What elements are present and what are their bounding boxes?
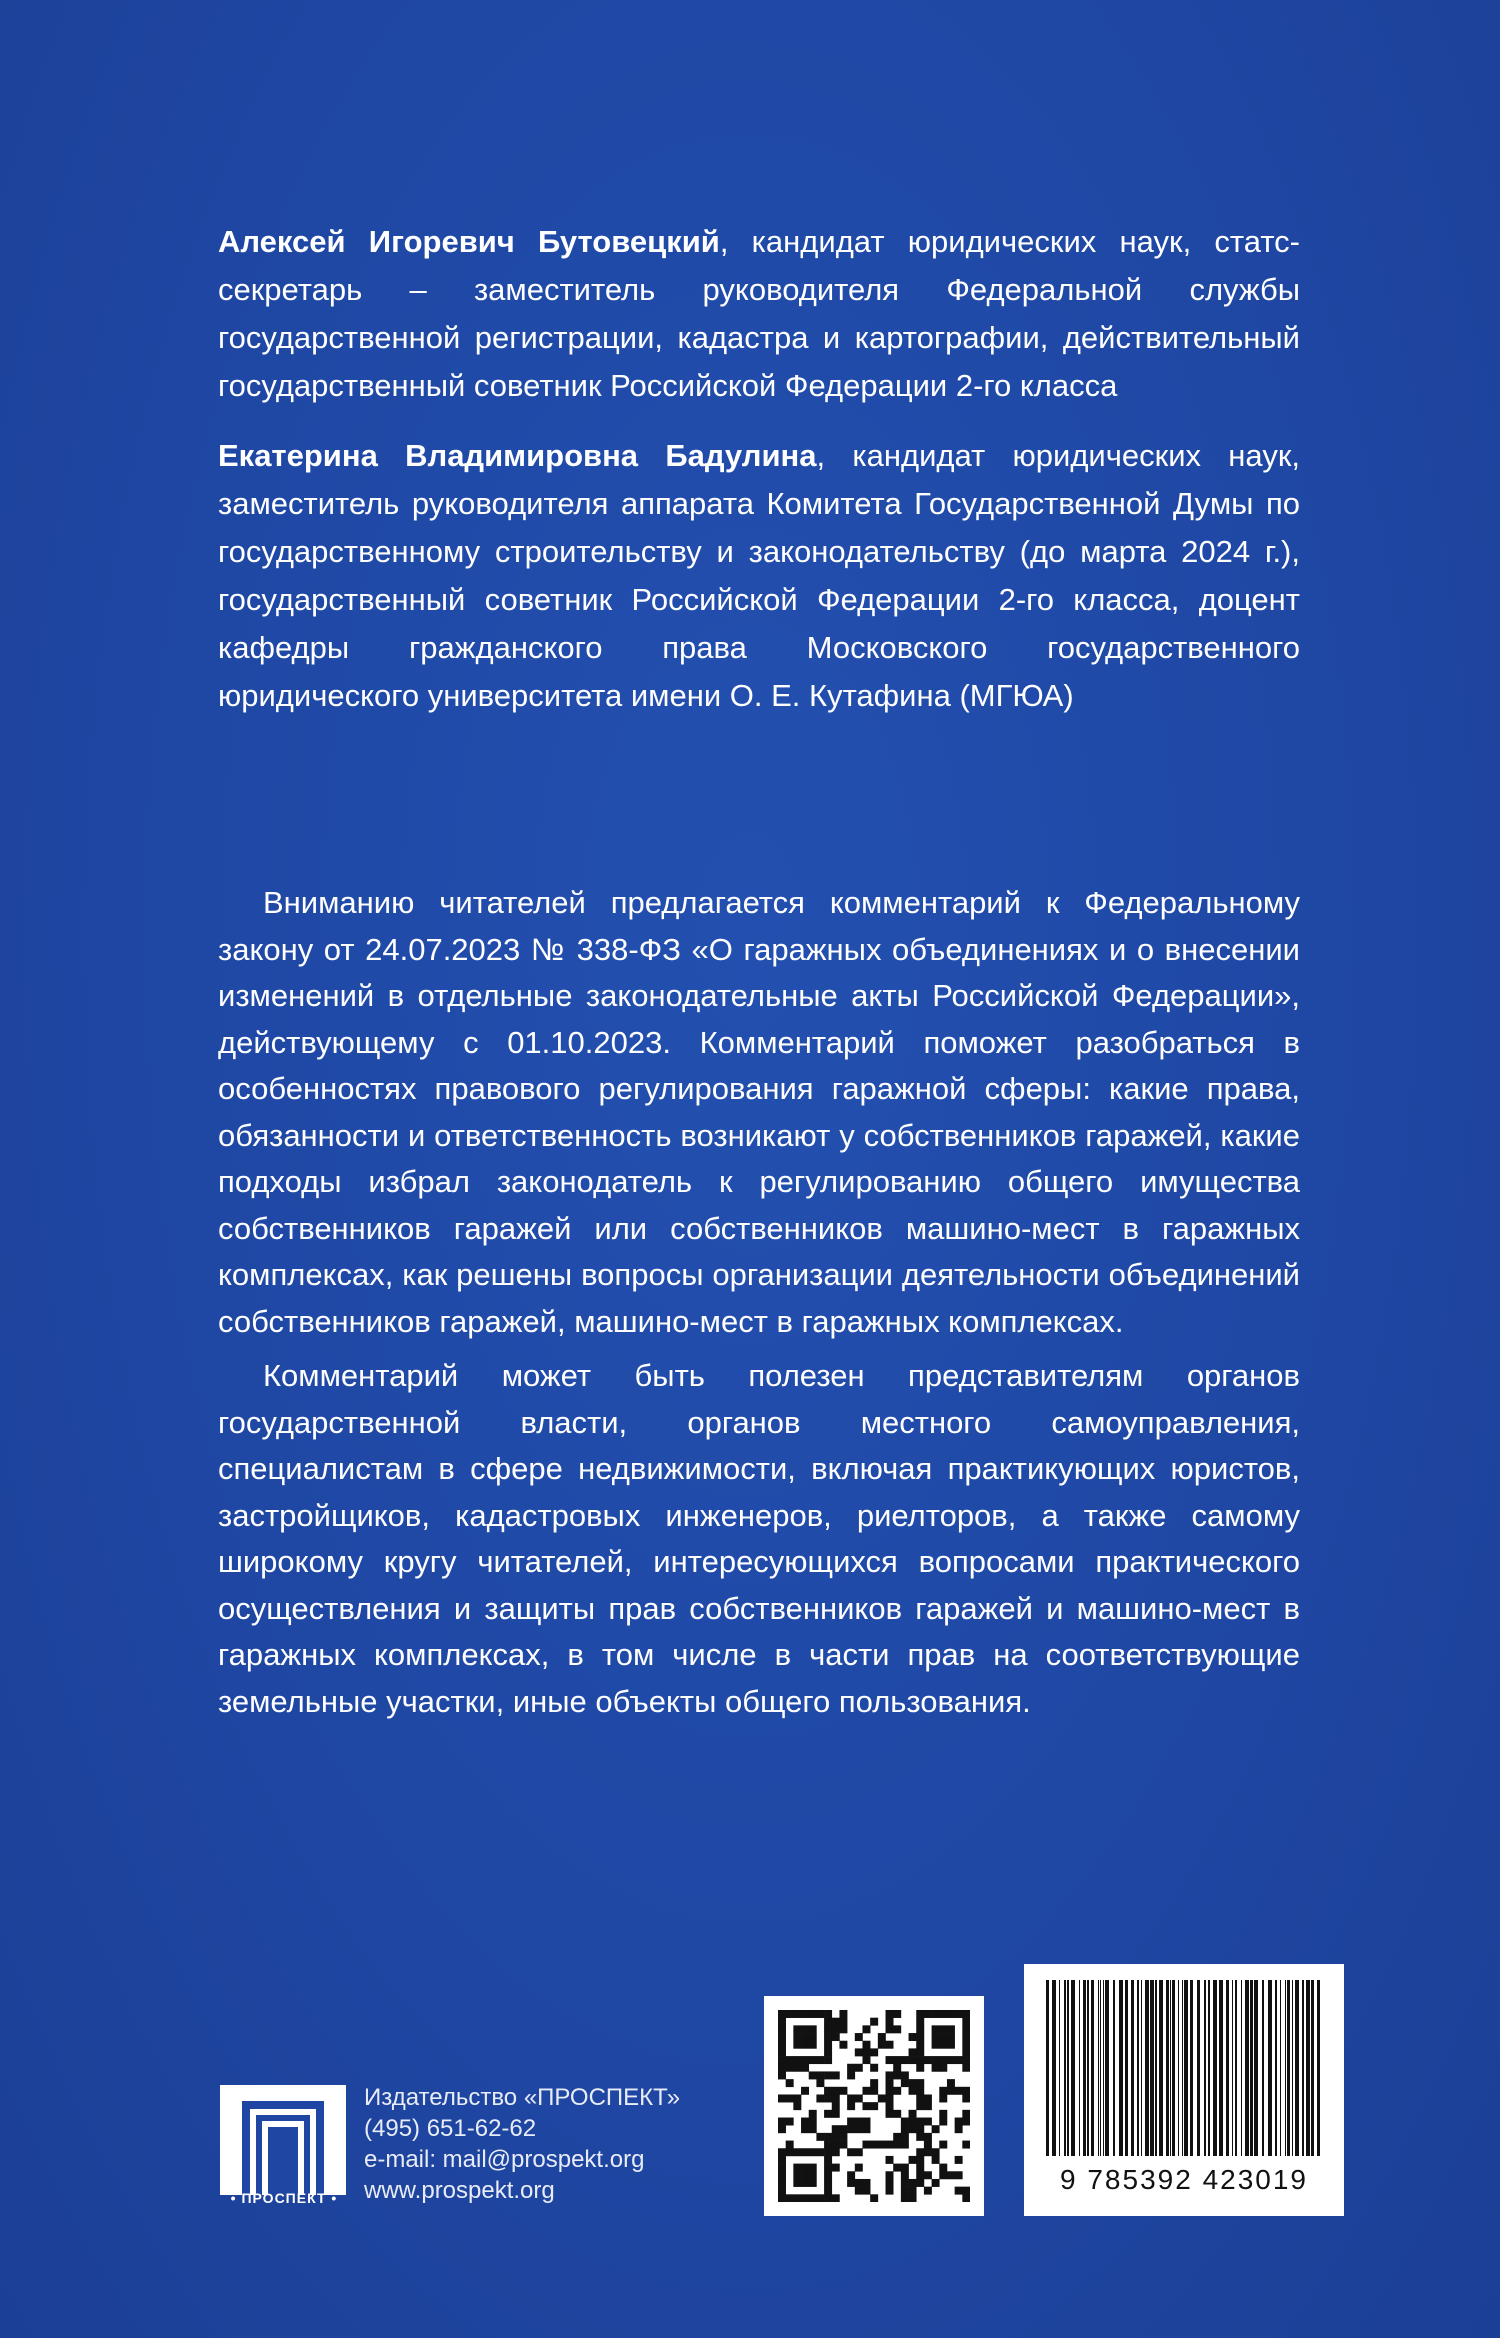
publisher-phone: (495) 651-62-62: [364, 2115, 537, 2142]
publisher-email: e-mail: mail@prospekt.org: [364, 2146, 645, 2173]
barcode-icon: [1024, 1964, 1344, 2164]
qr-code: [764, 1996, 984, 2216]
annotation-paragraph-2: Комментарий может быть полезен представителям органов государственной власти, органов местного самоуправления, специалистам в сфере недвижимости, включая практикующих юристов, застройщиков, кадастровых инженеров, риелторов, а также самому широкому кругу читателей, интересующихся вопросами практического осуществления и защиты прав собственников гаражей и машино-мест в гаражных комплексах, в том числе в части прав на соответствующие земельные участки, иные объекты общего пользования.: [218, 1358, 1300, 1719]
publisher-name: Издательство «ПРОСПЕКТ»: [364, 2084, 681, 2111]
publisher-info: [364, 2082, 764, 2206]
authors-section: [218, 218, 1300, 742]
author-1-name: Алексей Игоревич Бутовецкий: [218, 224, 720, 259]
isbn-number: 9 785392 423019: [1060, 2164, 1308, 2195]
author-1: [218, 218, 1300, 410]
author-2-bio: , кандидат юридических наук, заместитель руководителя аппарата Комитета Государственной Думы по государственному строительству и законодательству (до марта 2024 г.), государственный советник Российской Федерации 2-го класса, доцент кафедры гражданского права Московского государственного юридического университета имени О. Е. Кутафина (МГЮА): [218, 438, 1300, 713]
logo-caption: • ПРОСПЕКТ •: [230, 2190, 338, 2206]
annotation-section: [218, 880, 1300, 1733]
qr-code-icon: [778, 2010, 970, 2202]
isbn-barcode: [1024, 1964, 1344, 2216]
author-2-name: Екатерина Владимировна Бадулина: [218, 438, 817, 473]
annotation-paragraph-1: Вниманию читателей предлагается комментарий к Федеральному закону от 24.07.2023 № 338-ФЗ «О гаражных объединениях и о внесении изменений в отдельные законодательные акты Российской Федерации», действующему с 01.10.2023. Комментарий поможет разобраться в особенностях правового регулирования гаражной сферы: какие права, обязанности и ответственность возникают у собственников гаражей, какие подходы избрал законодатель к регулированию общего имущества собственников гаражей или собственников машино-мест в гаражных комплексах, как решены вопросы организации деятельности объединений собственников гаражей, машино-мест в гаражных комплексах.: [218, 885, 1300, 1339]
publisher-website: www.prospekt.org: [364, 2177, 555, 2204]
author-2: [218, 432, 1300, 720]
author-1-bio: , кандидат юридических наук, статс-секретарь – заместитель руководителя Федеральной службы государственной регистрации, кадастра и картографии, действительный государственный советник Российской Федерации 2-го класса: [218, 224, 1300, 403]
